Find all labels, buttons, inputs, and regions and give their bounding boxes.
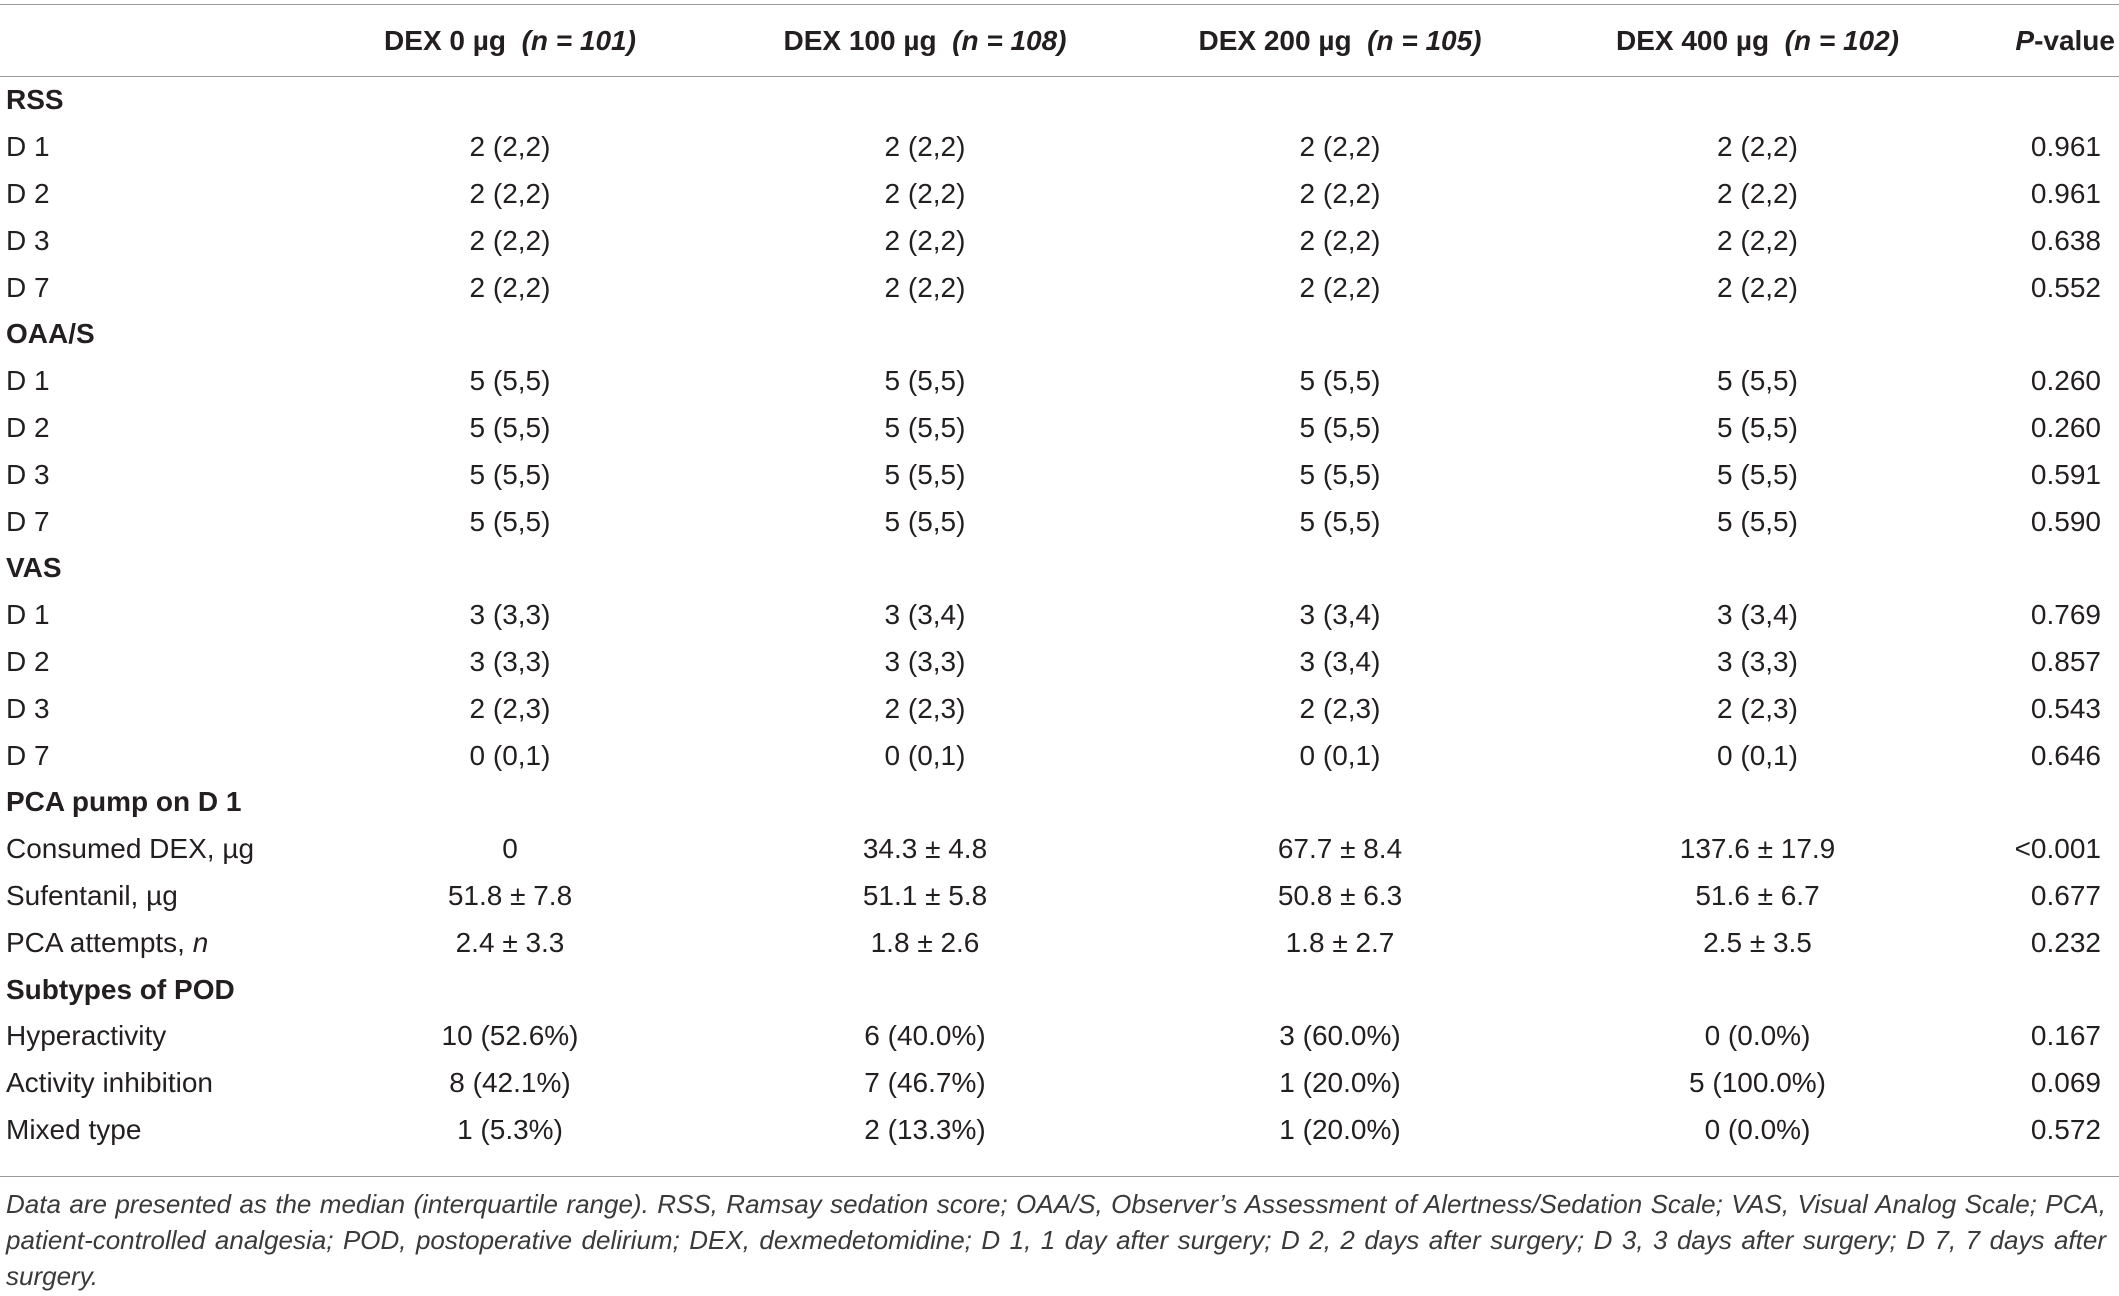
row-label [0,358,300,405]
cell-p-value: 0.260 [2030,365,2101,397]
cell-dex-group-2: 3 (3,4) [1299,645,1381,677]
row-label-text: D 3 [6,458,50,490]
section-heading: PCA pump on D 1 [6,786,242,818]
header-dex-200 [1130,5,1550,77]
table-row [0,171,2119,218]
row-label [0,919,300,966]
row-label [0,1107,300,1154]
cell-dex-group-2: 5 (5,5) [1299,458,1381,490]
cell-dex-group-2: 1 (20.0%) [1279,1113,1401,1145]
cell-dex-group-2: 2 (2,2) [1299,224,1381,256]
cell-dex-group-0: 2.4 ± 3.3 [455,926,565,958]
row-label-text: D 2 [6,411,50,443]
row-label [0,826,300,873]
header-p-letter: P [2015,25,2035,56]
cell-dex-group-1: 34.3 ± 4.8 [862,833,988,865]
cell-dex-group-1: 3 (3,4) [884,599,966,631]
cell-dex-group-3: 3 (3,4) [1717,599,1798,631]
table-row [0,405,2119,452]
cell-dex-group-0: 10 (52.6%) [441,1020,579,1052]
cell-dex-group-0: 2 (2,2) [469,271,551,303]
row-label [0,592,300,639]
table-footnote: Data are presented as the median (interquartile range). RSS, Ramsay sedation score; OAA/S, Observer’s Assessment of Alertness/Sedation Scale; VAS, Visual Analog Scale; PCA, patient-controlled analgesia; POD, postoperative delirium; DEX, dexmedetomidine; D 1, 1 day after surgery; D 2, 2 days after surgery; D 3, 3 days after surgery; D 7, 7 days after surgery. [6,1189,2106,1291]
header-dex-400-dose: DEX 400 µg [1615,25,1770,56]
cell-dex-group-1: 0 (0,1) [884,739,966,771]
table-row [0,1107,2119,1154]
cell-dex-group-0: 0 [502,833,518,865]
header-dex-0 [300,5,720,77]
cell-dex-group-3: 2 (2,2) [1717,177,1798,209]
row-label-text: Sufentanil, µg [6,879,178,911]
row-label [0,685,300,732]
table-row [0,124,2119,171]
section-row [0,77,2119,124]
table-body [0,77,2119,1153]
section-heading: Subtypes of POD [6,973,235,1005]
row-label [0,451,300,498]
cell-dex-group-1: 5 (5,5) [884,411,966,443]
section-row [0,966,2119,1013]
table-row [0,826,2119,873]
row-label-text: Activity inhibition [6,1067,213,1099]
header-dex-0-n: (n = 101) [521,25,636,56]
cell-p-value: 0.961 [2030,131,2101,163]
table-row [0,451,2119,498]
header-empty [0,5,300,77]
cell-dex-group-1: 5 (5,5) [884,365,966,397]
section-heading: RSS [6,84,64,116]
cell-p-value: 0.638 [2030,224,2101,256]
row-label [0,217,300,264]
row-label [0,264,300,311]
cell-dex-group-2: 1.8 ± 2.7 [1285,926,1395,958]
cell-dex-group-3: 2.5 ± 3.5 [1703,926,1812,958]
cell-dex-group-1: 2 (2,2) [884,177,966,209]
section-heading: VAS [6,552,62,584]
cell-dex-group-0: 2 (2,2) [469,224,551,256]
header-dex-400-n: (n = 102) [1784,25,1900,56]
table-row [0,217,2119,264]
cell-dex-group-3: 2 (2,2) [1717,131,1798,163]
header-dex-100 [720,5,1130,77]
cell-dex-group-3: 5 (5,5) [1717,458,1798,490]
cell-p-value: 0.961 [2030,177,2101,209]
header-dex-100-dose: DEX 100 µg [783,25,937,56]
cell-dex-group-0: 3 (3,3) [469,599,551,631]
table-row [0,1013,2119,1060]
cell-dex-group-1: 51.1 ± 5.8 [862,879,988,911]
row-label-text: D 3 [6,692,50,724]
header-dex-0-dose: DEX 0 µg [384,25,506,56]
header-dex-400 [1550,5,1965,77]
cell-p-value: 0.857 [2030,645,2101,677]
cell-dex-group-0: 3 (3,3) [469,645,551,677]
table-row [0,685,2119,732]
row-label-italic: n [192,926,209,958]
cell-p-value: 0.572 [2030,1113,2101,1145]
cell-dex-group-3: 2 (2,2) [1717,224,1798,256]
cell-dex-group-3: 5 (100.0%) [1689,1067,1826,1099]
cell-dex-group-1: 2 (2,2) [884,131,966,163]
table-row [0,1060,2119,1107]
row-label-text: D 7 [6,505,50,537]
row-label [0,639,300,686]
table-row [0,592,2119,639]
section-row [0,311,2119,358]
row-label-text: D 1 [6,599,50,631]
cell-dex-group-2: 50.8 ± 6.3 [1277,879,1403,911]
cell-dex-group-0: 0 (0,1) [469,739,551,771]
row-label [0,498,300,545]
row-label [0,171,300,218]
table-row [0,639,2119,686]
cell-dex-group-2: 67.7 ± 8.4 [1277,833,1403,865]
row-label-text: D 7 [6,739,50,771]
table-row [0,732,2119,779]
cell-dex-group-0: 5 (5,5) [469,458,551,490]
header-dex-200-n: (n = 105) [1367,25,1482,56]
cell-dex-group-3: 5 (5,5) [1717,365,1798,397]
cell-dex-group-2: 1 (20.0%) [1279,1067,1401,1099]
cell-dex-group-3: 0 (0.0%) [1704,1113,1811,1145]
row-label-text: D 2 [6,177,50,209]
cell-dex-group-0: 5 (5,5) [469,365,551,397]
row-label-text: Mixed type [6,1113,142,1145]
table-row [0,264,2119,311]
row-label-text: D 1 [6,365,50,397]
cell-dex-group-2: 2 (2,2) [1299,271,1381,303]
cell-dex-group-3: 0 (0.0%) [1704,1020,1811,1052]
row-label [0,1013,300,1060]
table-row [0,919,2119,966]
cell-dex-group-2: 5 (5,5) [1299,365,1381,397]
table-row [0,498,2119,545]
cell-dex-group-0: 51.8 ± 7.8 [447,879,573,911]
table-row [0,873,2119,920]
cell-dex-group-1: 2 (13.3%) [864,1113,986,1145]
cell-p-value: 0.552 [2030,271,2101,303]
row-label-text: D 1 [6,131,50,163]
row-label-text: D 3 [6,224,50,256]
table-header [0,5,2119,77]
row-label-text: PCA attempts, [6,926,193,958]
cell-p-value: <0.001 [2014,833,2101,865]
cell-dex-group-1: 2 (2,2) [884,271,966,303]
cell-dex-group-2: 2 (2,2) [1299,131,1381,163]
section-row [0,545,2119,592]
row-label-text: Consumed DEX, µg [6,833,255,865]
cell-p-value: 0.167 [2030,1020,2101,1052]
cell-dex-group-2: 5 (5,5) [1299,411,1381,443]
row-label [0,732,300,779]
row-label-text: D 2 [6,645,50,677]
cell-dex-group-3: 5 (5,5) [1717,411,1798,443]
cell-dex-group-1: 2 (2,2) [884,224,966,256]
cell-dex-group-3: 137.6 ± 17.9 [1679,833,1836,865]
row-label-text: D 7 [6,271,50,303]
bottom-rule [0,1176,2119,1177]
header-p-value [1965,5,2119,77]
cell-p-value: 0.591 [2030,458,2101,490]
cell-dex-group-0: 5 (5,5) [469,505,551,537]
cell-dex-group-3: 2 (2,2) [1717,271,1798,303]
header-dex-200-dose: DEX 200 µg [1198,25,1352,56]
row-label [0,405,300,452]
cell-dex-group-2: 2 (2,2) [1299,177,1381,209]
cell-dex-group-0: 5 (5,5) [469,411,551,443]
header-p-suffix: -value [2034,25,2115,56]
cell-dex-group-1: 5 (5,5) [884,458,966,490]
cell-dex-group-2: 3 (3,4) [1299,599,1381,631]
cell-dex-group-2: 0 (0,1) [1299,739,1381,771]
cell-p-value: 0.646 [2030,739,2101,771]
cell-dex-group-0: 2 (2,2) [469,131,551,163]
cell-p-value: 0.069 [2030,1067,2101,1099]
cell-dex-group-2: 2 (2,3) [1299,692,1381,724]
section-row [0,779,2119,826]
cell-dex-group-1: 2 (2,3) [884,692,966,724]
row-label-text: Hyperactivity [6,1020,167,1052]
row-label [0,873,300,920]
cell-dex-group-3: 2 (2,3) [1717,692,1798,724]
header-dex-100-n: (n = 108) [952,25,1067,56]
cell-p-value: 0.677 [2030,879,2101,911]
row-label [0,124,300,171]
cell-dex-group-3: 5 (5,5) [1717,505,1798,537]
cell-dex-group-1: 6 (40.0%) [864,1020,986,1052]
cell-dex-group-1: 5 (5,5) [884,505,966,537]
cell-dex-group-1: 1.8 ± 2.6 [870,926,980,958]
header-row [0,5,2119,77]
cell-p-value: 0.232 [2030,926,2101,958]
cell-dex-group-1: 7 (46.7%) [864,1067,986,1099]
section-heading: OAA/S [6,318,95,350]
cell-dex-group-2: 3 (60.0%) [1279,1020,1401,1052]
cell-dex-group-3: 51.6 ± 6.7 [1695,879,1820,911]
cell-dex-group-0: 2 (2,2) [469,177,551,209]
cell-p-value: 0.260 [2030,411,2101,443]
cell-dex-group-3: 3 (3,3) [1717,645,1798,677]
row-label [0,1060,300,1107]
cell-p-value: 0.769 [2030,599,2101,631]
cell-p-value: 0.590 [2030,505,2101,537]
cell-dex-group-2: 5 (5,5) [1299,505,1381,537]
cell-dex-group-0: 8 (42.1%) [449,1067,571,1099]
cell-dex-group-3: 0 (0,1) [1717,739,1798,771]
cell-p-value: 0.543 [2030,692,2101,724]
table-row [0,358,2119,405]
results-table [0,5,2119,1153]
cell-dex-group-1: 3 (3,3) [884,645,966,677]
cell-dex-group-0: 1 (5.3%) [457,1113,563,1145]
cell-dex-group-0: 2 (2,3) [469,692,551,724]
